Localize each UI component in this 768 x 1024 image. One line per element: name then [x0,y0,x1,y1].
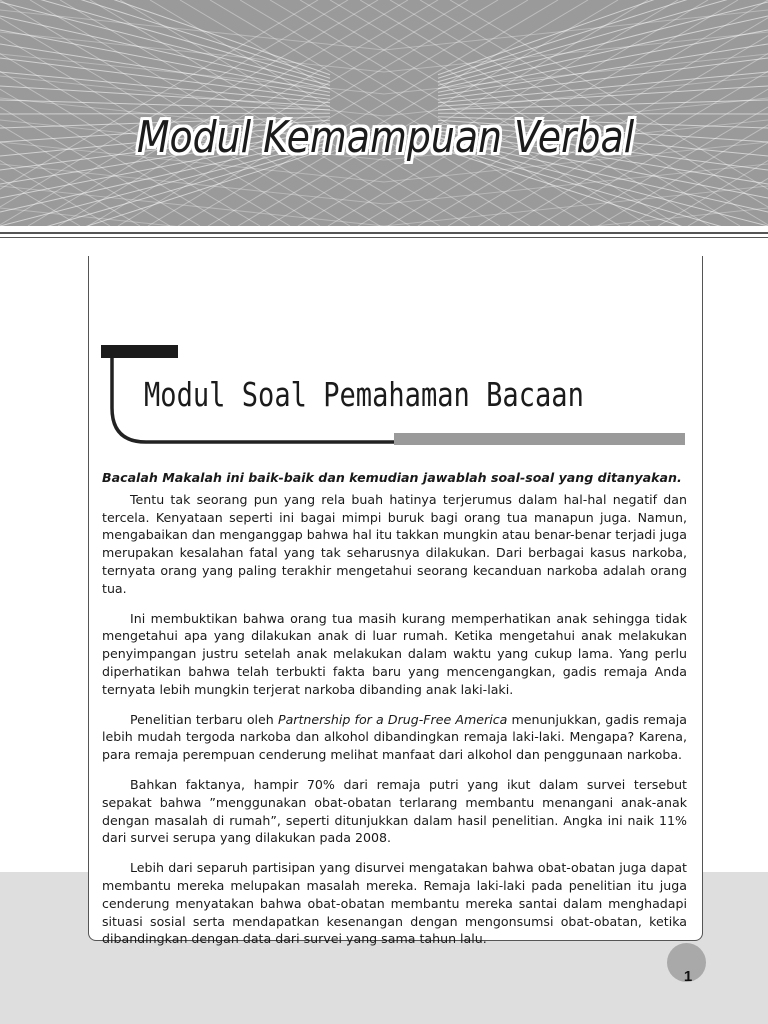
heading-gray-bar [394,433,685,445]
accent-bar [101,345,178,358]
paragraph-5: Lebih dari separuh partisipan yang disurvei mengatakan bahwa obat-obatan juga dapat membantu mereka melupakan masalah mereka. Remaja laki-laki pada penelitian itu juga cenderung menyatakan bahwa obat-obatan membantu mereka santai dalam menghadapi situasi sosial serta mendapatkan kesenangan dengan mengonsumsi obat-obatan, ketika dibandingkan dengan data dari survei yang sama tahun lalu. [102,860,687,947]
module-title: Modul Kemampuan Verbal [136,112,635,163]
paragraph-3-organization: Partnership for a Drug-Free America [277,711,508,727]
paragraph-3 [102,711,687,764]
paragraph-4: Bahkan faktanya, hampir 70% dari remaja putri yang ikut dalam survei tersebut sepakat bahwa ”menggunakan obat-obatan terlarang membantu menangani anak-anak dengan masalah di rumah”, seperti ditunjukkan dalam hasil penelitian. Angka ini naik 11% dari survei serupa yang dilakukan pada 2008. [102,776,687,846]
page-number: 1 [683,968,693,985]
reading-passage [102,469,687,960]
section-title: Modul Soal Pemahaman Bacaan [144,375,584,414]
paragraph-3-start: Penelitian terbaru oleh [130,711,278,727]
instruction-text: Bacalah Makalah ini baik-baik dan kemudian jawablah soal-soal yang ditanyakan. [102,470,682,485]
paragraph-3-end: menunjukkan, gadis remaja lebih mudah tergoda narkoba dan alkohol dibandingkan remaja laki-laki. Mengapa? Karena, para remaja perempuan cenderung melihat manfaat dari alkohol dan penggunaan narkoba. [102,711,687,763]
paragraph-2: Ini membuktikan bahwa orang tua masih kurang memperhatikan anak sehingga tidak mengetahui apa yang dilakukan anak di luar rumah. Ketika mengetahui anak melakukan penyimpangan justru setelah anak melakukan dalam waktu yang cukup lama. Yang perlu diperhatikan bahwa telah terbukti fakta baru yang mencengangkan, gadis remaja Anda ternyata lebih mungkin terjerat narkoba dibanding anak laki-laki. [102,610,687,697]
paragraph-1: Tentu tak seorang pun yang rela buah hatinya terjerumus dalam hal-hal negatif dan tercela. Kenyataan seperti ini bagai mimpi buruk bagi orang tua manapun juga. Namun, mengabaikan dan menganggap bahwa hal itu takkan mungkin atau benar-benar terjadi juga merupakan kesalahan fatal yang tak seharusnya dilakukan. Dari berbagai kasus narkoba, ternyata orang yang paling terakhir mengetahui seorang kecanduan narkoba adalah orang tua. [102,491,687,596]
